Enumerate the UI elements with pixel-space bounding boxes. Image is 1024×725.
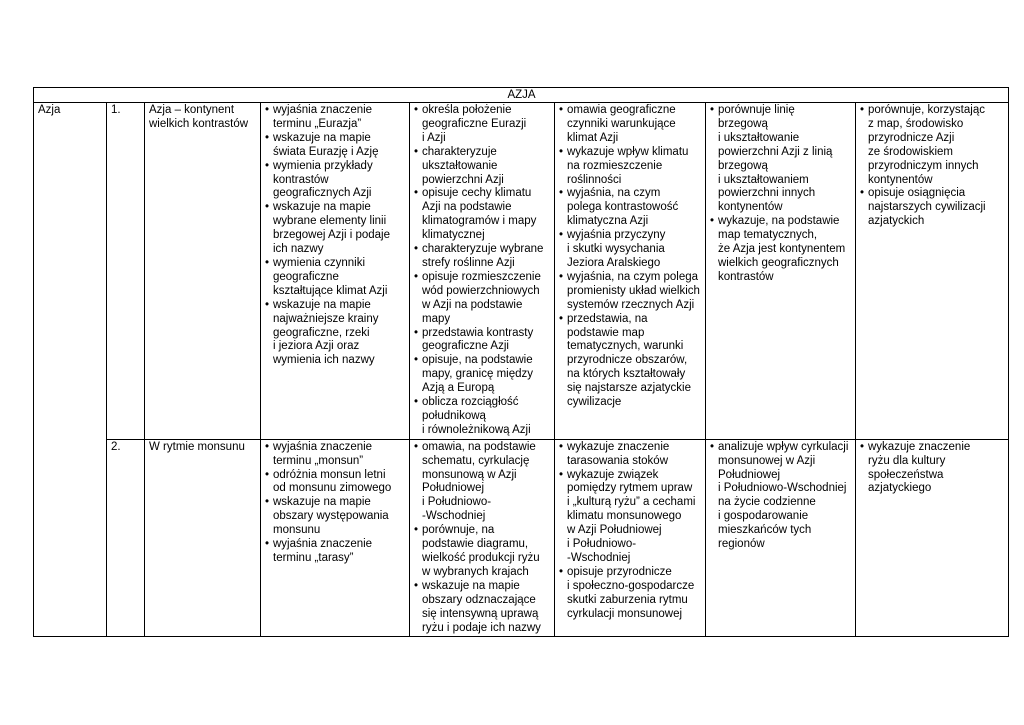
list-item-line: • określa położenie (422, 104, 512, 116)
bullet-list (265, 441, 406, 566)
list-item-line: • przedstawia, na (567, 312, 648, 325)
list-item (860, 104, 1005, 187)
list-item-line: południkową (422, 409, 486, 422)
list-item-line: ukształtowanie (422, 159, 498, 172)
list-item-line: monsunu (273, 524, 321, 537)
list-item-line: • opisuje osiągnięcia (868, 187, 966, 200)
list-item-line: • wyjaśnia, na czym (567, 187, 661, 200)
list-item (265, 496, 406, 538)
bullet-list (860, 104, 1005, 229)
list-item-line: i „kulturą ryżu” a cechami (567, 496, 696, 509)
list-item-line: • odróżnia monsun letni (273, 468, 386, 481)
list-item-line: schematu, cyrkulację (422, 454, 530, 467)
requirements-cell (261, 439, 410, 637)
bullet-list (414, 441, 551, 636)
list-item-line: pomiędzy rytmem upraw (567, 482, 693, 495)
list-item-line: i Azji (422, 131, 446, 144)
list-item-line: mieszkańców tych (718, 524, 812, 537)
list-item-line: terminu „tarasy” (273, 552, 354, 564)
list-item (559, 229, 702, 271)
list-item-line: • wyjaśnia znaczenie (273, 440, 373, 453)
list-item-line: terminu „monsun” (273, 454, 364, 467)
list-item-line: monsunową w Azji (422, 468, 517, 481)
list-item (265, 160, 406, 202)
list-item-line: świata Eurazję i Azję (273, 145, 379, 158)
list-item (265, 132, 406, 160)
list-item (559, 271, 702, 313)
list-item-line: ich nazwy (273, 243, 324, 256)
list-item-line: Południowej (422, 482, 485, 495)
list-item-line: wielkość produkcji ryżu (422, 552, 540, 564)
list-item-line: w Azji Południowej (567, 524, 662, 537)
curriculum-sheet (33, 87, 1009, 637)
list-item (414, 187, 551, 243)
list-item-line: Azją a Europą (422, 382, 495, 395)
list-item-line: azjatyckich (868, 215, 925, 228)
list-item-line: • oblicza rozciągłość (422, 396, 519, 409)
list-item-line: i jeziora Azji oraz (273, 340, 360, 353)
list-item-line: cywilizacje (567, 396, 622, 409)
list-item-line: najstarszych cywilizacji (868, 201, 986, 214)
requirements-cell (555, 439, 706, 637)
list-item-line: i gospodarowanie (718, 510, 809, 523)
list-item-line: klimatycznej (422, 229, 485, 242)
list-item (265, 469, 406, 497)
list-item-line: monsunowej w Azji (718, 454, 816, 467)
list-item-line: -Wschodniej (422, 510, 486, 523)
list-item-line: i Południowo-Wschodniej (718, 482, 847, 495)
list-item (265, 441, 406, 469)
list-item-line: • charakteryzuje wybrane (422, 243, 544, 256)
requirements-cell (706, 439, 856, 637)
list-item-line: • wykazuje, na podstawie (718, 215, 840, 228)
table-row (34, 103, 1009, 440)
list-item-line: i Południowo- (422, 496, 492, 509)
list-item-line: geograficznych Azji (273, 187, 372, 200)
list-item-line: brzegową (718, 159, 768, 172)
list-item-line: • wyjaśnia znaczenie (273, 104, 373, 116)
list-item-line: wybrane elementy linii (273, 215, 387, 228)
list-item-line: roślinności (567, 173, 622, 186)
list-item-line: podstawie diagramu, (422, 538, 529, 551)
lesson-number: 2. (107, 439, 145, 637)
list-item (710, 441, 852, 552)
list-item-line: • porównuje linię (718, 104, 795, 116)
list-item-line: i Południowo- (567, 538, 637, 551)
list-item-line: Azji na podstawie (422, 201, 512, 214)
list-item-line: polega kontrastowość (567, 201, 679, 214)
bullet-list (559, 104, 702, 410)
list-item-line: strefy roślinne Azji (422, 256, 515, 269)
list-item-line: ryżu i podaje ich nazwy (422, 621, 541, 634)
list-item (559, 146, 702, 188)
list-item-line: klimatogramów i mapy (422, 215, 537, 228)
list-item (710, 104, 852, 215)
list-item-line: powierzchni innych (718, 187, 816, 200)
requirements-cell (856, 439, 1009, 637)
list-item-line: na życie codzienne (718, 496, 816, 509)
list-item (265, 299, 406, 369)
list-item-line: na rozmieszczenie (567, 159, 663, 172)
list-item-line: • wskazuje na mapie (273, 496, 371, 509)
topic-line: wielkich kontrastów (149, 117, 249, 130)
requirements-cell (410, 439, 555, 637)
bullet-list (710, 441, 852, 552)
list-item-line: • charakteryzuje (422, 145, 497, 158)
list-item-line: • omawia geograficzne (567, 104, 676, 116)
list-item-line: geograficzne, rzeki (273, 326, 370, 339)
list-item (414, 524, 551, 580)
list-item-line: tarasowania stoków (567, 454, 668, 467)
lesson-topic (145, 103, 261, 440)
list-item-line: i skutki wysychania (567, 243, 665, 256)
list-item-line: wód powierzchniowych (422, 284, 540, 297)
bullet-list (860, 441, 1005, 497)
requirements-table (33, 87, 1009, 637)
list-item-line: mapy (422, 312, 451, 325)
list-item (414, 354, 551, 396)
list-item-line: • porównuje, korzystając (868, 104, 985, 116)
list-item-line: geograficzne (273, 270, 339, 283)
lesson-topic (145, 439, 261, 637)
list-item-line: • opisuje przyrodnicze (567, 565, 672, 578)
list-item-line: • wykazuje związek (567, 468, 659, 481)
list-item-line: kontrastów (718, 270, 774, 283)
list-item (265, 201, 406, 257)
list-item (414, 104, 551, 146)
list-item-line: Południowej (718, 468, 781, 481)
requirements-cell (555, 103, 706, 440)
list-item-line: w Azji na podstawie (422, 298, 523, 311)
requirements-cell (856, 103, 1009, 440)
list-item-line: cyrkulacji monsunowej (567, 607, 683, 620)
list-item-line: kontrastów (273, 173, 329, 186)
list-item-line: się najstarsze azjatyckie (567, 382, 691, 395)
table-row (34, 439, 1009, 637)
list-item-line: geograficzne Eurazji (422, 117, 527, 130)
title-row (34, 88, 1009, 103)
list-item-line: • omawia, na podstawie (422, 440, 536, 453)
list-item-line: kształtujące klimat Azji (273, 284, 388, 297)
list-item-line: geograficzne Azji (422, 340, 509, 353)
requirements-cell (410, 103, 555, 440)
list-item-line: na których kształtowały (567, 368, 686, 381)
list-item-line: -Wschodniej (567, 552, 631, 564)
list-item-line: wielkich geograficznych (718, 256, 839, 269)
list-item-line: • wskazuje na mapie (273, 298, 371, 311)
list-item (414, 243, 551, 271)
list-item-line: • wymienia czynniki (273, 256, 366, 269)
list-item-line: • przedstawia kontrasty (422, 326, 534, 339)
list-item (860, 441, 1005, 497)
list-item-line: wymienia ich nazwy (273, 354, 375, 367)
list-item (559, 187, 702, 229)
list-item-line: obszary występowania (273, 510, 389, 523)
list-item-line: Jeziora Aralskiego (567, 256, 661, 269)
list-item (414, 580, 551, 636)
list-item-line: regionów (718, 538, 765, 551)
list-item-line: klimatyczna Azji (567, 215, 649, 228)
topic-line: W rytmie monsunu (149, 440, 245, 453)
list-item-line: przyrodnicze Azji (868, 131, 955, 144)
list-item-line: • wyjaśnia znaczenie (273, 538, 373, 551)
list-item-line: się intensywną uprawą (422, 607, 539, 620)
list-item-line: przyrodnicze obszarów, (567, 354, 688, 367)
list-item-line: • opisuje cechy klimatu (422, 187, 532, 200)
list-item-line: • analizuje wpływ cyrkulacji (718, 440, 849, 453)
list-item-line: • wyjaśnia, na czym polega (567, 270, 699, 283)
list-item-line: w wybranych krajach (422, 565, 529, 578)
list-item (414, 146, 551, 188)
lesson-number: 1. (107, 103, 145, 440)
list-item (559, 469, 702, 566)
list-item-line: azjatyckiego (868, 482, 932, 495)
list-item-line: podstawie map (567, 326, 645, 339)
requirements-cell (706, 103, 856, 440)
list-item (860, 187, 1005, 229)
list-item (559, 313, 702, 410)
list-item-line: mapy, granicę między (422, 368, 533, 381)
list-item-line: • wskazuje na mapie (273, 131, 371, 144)
bullet-list (710, 104, 852, 285)
list-item-line: promienisty układ wielkich (567, 284, 700, 297)
list-item-line: • wykazuje znaczenie (868, 440, 971, 453)
bullet-list (265, 104, 406, 368)
list-item-line: map tematycznych, (718, 229, 818, 242)
list-item (559, 441, 702, 469)
list-item-line: od monsunu zimowego (273, 482, 392, 495)
list-item-line: kontynentów (718, 201, 783, 214)
list-item-line: kontynentów (868, 173, 933, 186)
list-item-line: z map, środowisko (868, 117, 964, 130)
list-item-line: i ukształtowaniem (718, 173, 809, 186)
list-item-line: • wykazuje wpływ klimatu (567, 145, 689, 158)
list-item-line: najważniejsze krainy (273, 312, 379, 325)
list-item (710, 215, 852, 285)
list-item-line: • wymienia przykłady (273, 159, 373, 172)
list-item-line: powierzchni Azji (422, 173, 504, 186)
list-item (414, 327, 551, 355)
list-item (559, 566, 702, 622)
list-item (265, 104, 406, 132)
list-item-line: ryżu dla kultury (868, 454, 946, 467)
list-item-line: tematycznych, warunki (567, 340, 684, 353)
list-item-line: • wykazuje znaczenie (567, 440, 670, 453)
list-item-line: ze środowiskiem (868, 145, 953, 158)
list-item-line: terminu „Eurazja” (273, 117, 362, 130)
list-item-line: • porównuje, na (422, 524, 495, 537)
list-item-line: i społeczno-gospodarcze (567, 579, 695, 592)
requirements-cell (261, 103, 410, 440)
list-item-line: systemów rzecznych Azji (567, 298, 695, 311)
list-item-line: • wyjaśnia przyczyny (567, 229, 666, 242)
list-item-line: obszary odznaczające (422, 593, 536, 606)
list-item (265, 257, 406, 299)
list-item (414, 396, 551, 438)
topic-line: Azja – kontynent (149, 104, 235, 116)
list-item-line: powierzchni Azji z linią (718, 145, 833, 158)
list-item (265, 538, 406, 566)
list-item-line: społeczeństwa (868, 468, 944, 481)
bullet-list (559, 441, 702, 622)
list-item (559, 104, 702, 146)
list-item-line: brzegowej Azji i podaje (273, 229, 390, 242)
bullet-list (414, 104, 551, 438)
list-item-line: czynniki warunkujące (567, 117, 676, 130)
list-item-line: • opisuje rozmieszczenie (422, 270, 541, 283)
list-item-line: • wskazuje na mapie (422, 579, 520, 592)
list-item-line: klimat Azji (567, 131, 619, 144)
table-title: AZJA (34, 88, 1009, 103)
list-item-line: brzegową (718, 117, 768, 130)
list-item-line: i równoleżnikową Azji (422, 423, 531, 436)
list-item-line: i ukształtowanie (718, 131, 800, 144)
list-item-line: skutki zaburzenia rytmu (567, 593, 688, 606)
list-item-line: przyrodniczym innych (868, 159, 979, 172)
list-item-line: klimatu monsunowego (567, 510, 682, 523)
list-item-line: • wskazuje na mapie (273, 201, 371, 214)
section-label: Azja (34, 103, 107, 637)
list-item (414, 271, 551, 327)
list-item-line: • opisuje, na podstawie (422, 354, 533, 367)
list-item-line: że Azja jest kontynentem (718, 243, 846, 256)
list-item (414, 441, 551, 524)
